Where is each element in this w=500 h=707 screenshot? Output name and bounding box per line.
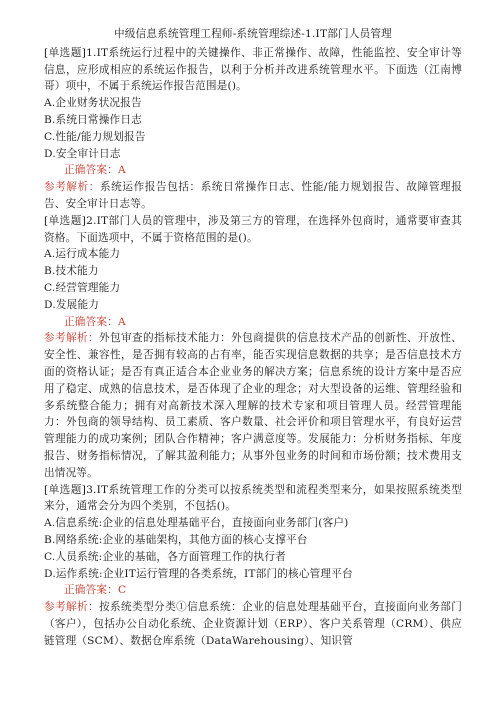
question-2-analysis [44, 330, 462, 481]
question-3-option-b: B.网络系统:企业的基础架构，其他方面的核心支撑平台 [44, 533, 308, 546]
analysis-text: 按系统类型分类①信息系统：企业的信息处理基础平台，直接面向业务部门（客户），包括办公自动化系统、企业资源计划（ERP）、客户关系管理（CRM）、供应链管理（SCM）、数据仓库系统（DataWarehousing）、知识管 [44, 601, 462, 647]
answer-value: C [117, 584, 127, 597]
question-3-option-d: D.运作系统:企业IT运行管理的各类系统，IT部门的核心管理平台 [44, 567, 353, 580]
question-1-option-b: B.系统日常操作日志 [44, 113, 142, 126]
question-1-option-d: D.安全审计日志 [44, 147, 121, 160]
question-1-analysis [44, 179, 462, 213]
answer-label: 正确答案： [64, 164, 118, 177]
answer-label: 正确答案： [64, 315, 118, 328]
question-2-option-a: A.运行成本能力 [44, 248, 121, 261]
answer-label: 正确答案： [64, 584, 118, 597]
question-3-option-a: A.信息系统:企业的信息处理基础平台，直接面向业务部门(客户) [44, 517, 349, 530]
analysis-label: 参考解析： [44, 601, 100, 614]
question-2-answer [64, 314, 462, 331]
question-3-option-c: C.人员系统:企业的基础，各方面管理工作的执行者 [44, 550, 286, 563]
question-1 [44, 45, 462, 213]
question-2-option-b: B.技术能力 [44, 265, 99, 278]
question-2-option-c: C.经营管理能力 [44, 281, 121, 294]
document-page [44, 22, 462, 649]
question-3-stem: [单选题]3.IT系统管理工作的分类可以按系统类型和流程类型来分，如果按照系统类型来分，通常会分为四个类别，不包括()。 [44, 483, 462, 513]
question-2-stem: [单选题]2.IT部门人员的管理中，涉及第三方的管理，在选择外包商时，通常要审查其资格。下面选项中，不属于资格范围的是()。 [44, 214, 462, 244]
question-2 [44, 213, 462, 482]
analysis-label: 参考解析： [44, 332, 100, 345]
question-1-option-c: C.性能/能力规划报告 [44, 130, 146, 143]
question-1-answer [64, 162, 462, 179]
analysis-label: 参考解析： [44, 181, 100, 194]
question-3-answer [64, 582, 462, 599]
analysis-text: 系统运作报告包括：系统日常操作日志、性能/能力规划报告、故障管理报告、安全审计日志等。 [44, 181, 463, 210]
question-3-analysis [44, 599, 462, 649]
question-1-option-a: A.企业财务状况报告 [44, 97, 142, 110]
answer-value: A [117, 164, 126, 177]
page-title: 中级信息系统管理工程师-系统管理综述-1.IT部门人员管理 [114, 28, 392, 40]
question-3 [44, 482, 462, 650]
answer-value: A [117, 315, 126, 328]
question-2-option-d: D.发展能力 [44, 298, 100, 311]
question-1-stem: [单选题]1.IT系统运行过程中的关键操作、非正常操作、故障，性能监控、安全审计等信息，应形成相应的系统运作报告，以利于分析并改进系统管理水平。下面选（江南博哥）项中，不属于系统运作报告范围是()。 [44, 46, 462, 93]
analysis-text: 外包审查的指标技术能力：外包商提供的信息技术产品的创新性、开放性、安全性、兼容性，是否拥有较高的占有率，能否实现信息数据的共享；是否信息技术方面的资格认证；是否有真正适合本企业业务的解决方案；信息系统的设计方案中是否应用了稳定、成熟的信息技术，是否体现了企业的理念；对大型设备的运维、管理经验和多系统整合能力；拥有对高新技术深入理解的技术专家和项目管理人员。经营管理能力：外包商的领导结构、员工素质、客户数量、社会评价和项目管理水平，有良好运营管理能力的成功案例；团队合作精神；客户满意度等。发展能力：分析财务指标、年度报告、财务指标情况，了解其盈利能力；从事外包业务的时间和市场份额；技术费用支出情况等。 [44, 332, 462, 479]
